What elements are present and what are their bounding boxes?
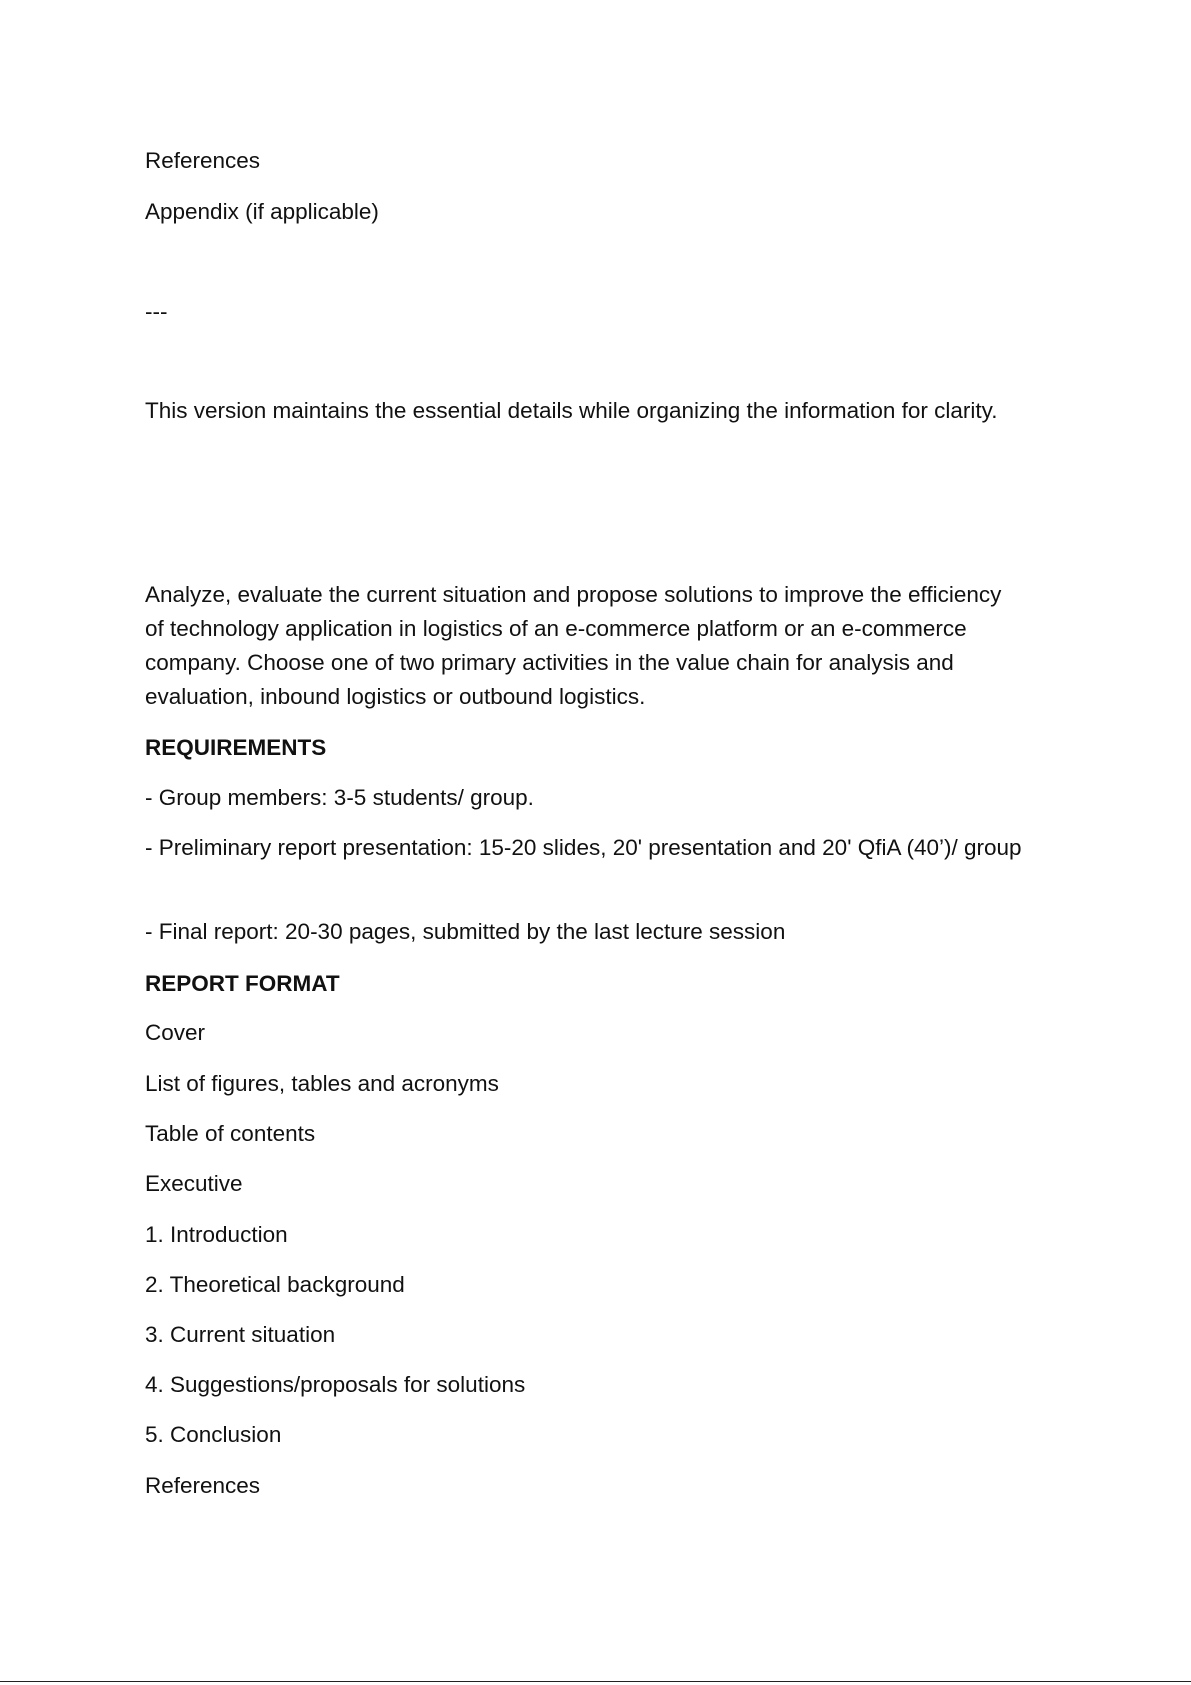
format-item: Table of contents [145, 1121, 316, 1146]
task-description: Analyze, evaluate the current situation and propose solutions to improve the efficiency of technology application in logistics of an e-commerce platform or an e-commerce company. Choose one of two primary activities in the value chain for analysis and evaluation, inbound logistics or outbound logistics. [145, 582, 1002, 709]
appendix-line: Appendix (if applicable) [145, 199, 379, 224]
page-bottom-rule [0, 1681, 1191, 1682]
format-item: Executive [145, 1171, 243, 1196]
report-format-heading: REPORT FORMAT [145, 971, 340, 996]
format-item: 5. Conclusion [145, 1422, 282, 1447]
format-item: Cover [145, 1020, 206, 1045]
requirements-heading: REQUIREMENTS [145, 735, 327, 760]
requirement-item: - Group members: 3-5 students/ group. [145, 785, 534, 810]
separator-line: --- [145, 299, 168, 324]
references-heading-top: References [145, 148, 261, 173]
version-note: This version maintains the essential details while organizing the information for clarity. [145, 398, 998, 423]
requirement-item: - Final report: 20-30 pages, submitted by the last lecture session [145, 919, 786, 944]
format-item: References [145, 1473, 261, 1498]
format-item: 2. Theoretical background [145, 1272, 405, 1297]
format-item: List of figures, tables and acronyms [145, 1071, 499, 1096]
format-item: 3. Current situation [145, 1322, 336, 1347]
format-item: 1. Introduction [145, 1222, 288, 1247]
requirement-item: - Preliminary report presentation: 15-20 slides, 20' presentation and 20' QfiA (40’)/ group [145, 835, 1022, 860]
format-item: 4. Suggestions/proposals for solutions [145, 1372, 526, 1397]
